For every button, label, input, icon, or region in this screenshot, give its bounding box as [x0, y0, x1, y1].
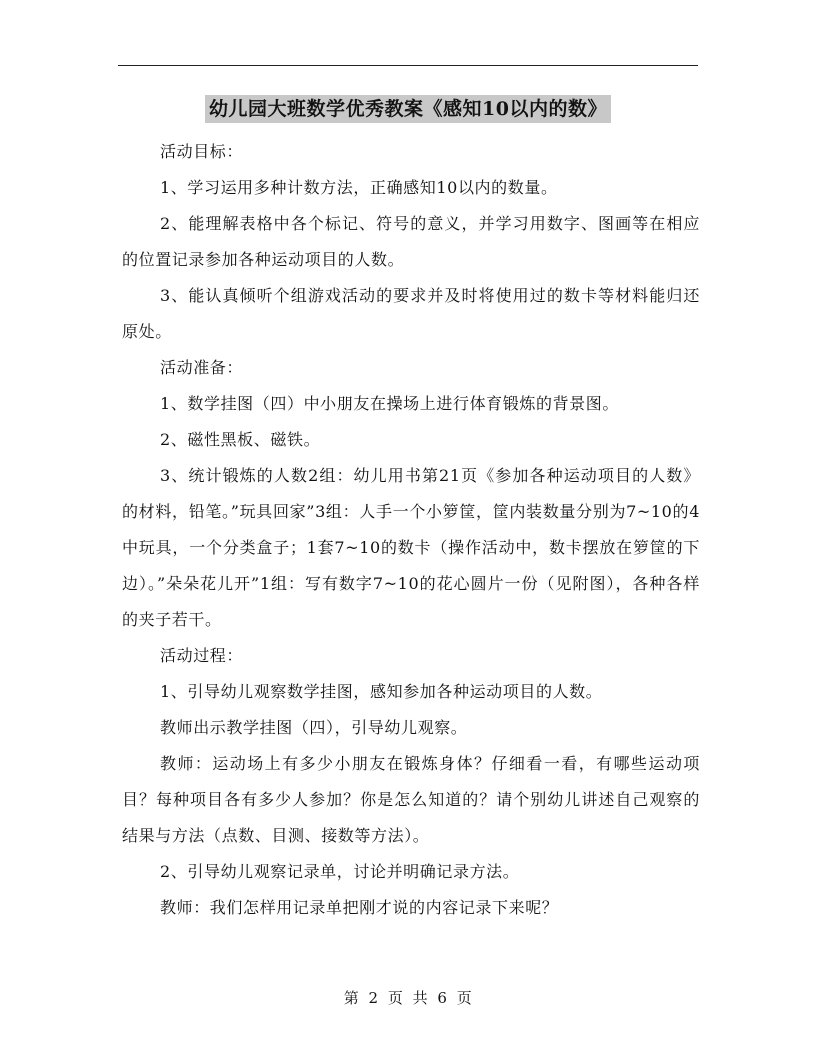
header-rule	[118, 65, 698, 66]
page-number-footer: 第 2 页 共 6 页	[343, 989, 473, 1007]
document-title: 幼儿园大班数学优秀教案《感知10以内的数》	[205, 95, 611, 123]
paragraph-preparation-3: 3、统计锻炼的人数2组：幼儿用书第21页《参加各种运动项目的人数》的材料，铅笔。”玩具回家”3组：人手一个小箩筐，筐内装数量分别为7~10的4中玩具，一个分类盒子；1套7~10的数卡（操作活动中，数卡摆放在箩筐的下边）。”朵朵花儿开”1组：写有数字7~10的花心圆片一份（见附图），各种各样的夹子若干。	[122, 466, 700, 629]
paragraph-goals-heading: 活动目标：	[160, 142, 244, 161]
paragraph-preparation-2: 2、磁性黑板、磁铁。	[160, 430, 321, 449]
paragraph-goal-3: 3、能认真倾听个组游戏活动的要求并及时将使用过的数卡等材料能归还原处。	[122, 286, 700, 341]
paragraph-preparation-1: 1、数学挂图（四）中小朋友在操场上进行体育锻炼的背景图。	[160, 394, 619, 413]
paragraph-process-2: 2、引导幼儿观察记录单，讨论并明确记录方法。	[160, 862, 520, 881]
document-body	[122, 134, 700, 926]
title-container	[0, 95, 816, 123]
paragraph-preparation-heading: 活动准备：	[160, 358, 244, 377]
paragraph-goal-2: 2、能理解表格中各个标记、符号的意义，并学习用数字、图画等在相应的位置记录参加各种运动项目的人数。	[122, 214, 700, 269]
paragraph-process-heading: 活动过程：	[160, 646, 244, 665]
paragraph-goal-1: 1、学习运用多种计数方法，正确感知10以内的数量。	[160, 178, 558, 197]
paragraph-process-1: 1、引导幼儿观察数学挂图，感知参加各种运动项目的人数。	[160, 682, 603, 701]
paragraph-process-1b: 教师：运动场上有多少小朋友在锻炼身体？仔细看一看，有哪些运动项目？每种项目各有多少人参加？你是怎么知道的？请个别幼儿讲述自己观察的结果与方法（点数、目测、接数等方法）。	[122, 754, 700, 845]
paragraph-process-1a: 教师出示教学挂图（四），引导幼儿观察。	[160, 718, 468, 737]
paragraph-process-2a: 教师：我们怎样用记录单把刚才说的内容记录下来呢？	[160, 898, 559, 917]
